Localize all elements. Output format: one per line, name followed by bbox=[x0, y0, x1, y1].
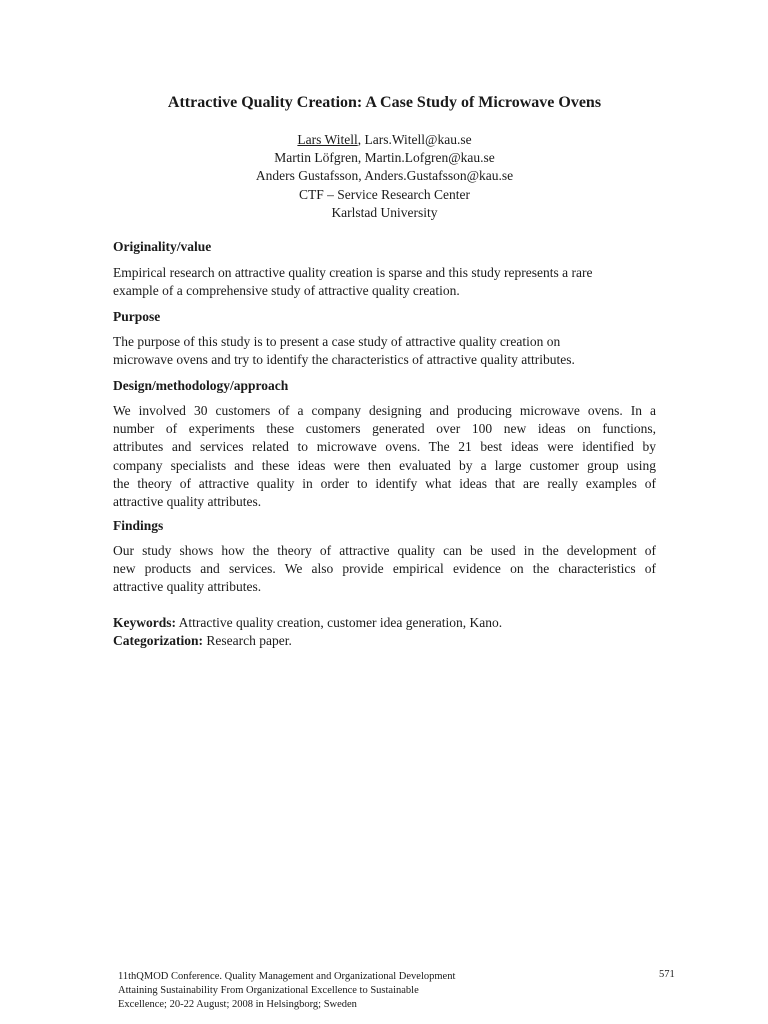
author-block bbox=[113, 131, 656, 222]
section-heading-purpose: Purpose bbox=[113, 309, 161, 324]
author-line-1 bbox=[113, 131, 656, 149]
author-line-2: Martin Löfgren, Martin.Lofgren@kau.se bbox=[274, 150, 495, 166]
keywords-label: Keywords: bbox=[113, 615, 176, 630]
body-line: attributes and services related to microwave ovens. The 21 best ideas were identified by bbox=[113, 439, 656, 455]
body-line: new products and services. We also provide empirical evidence on the characteristics of bbox=[113, 561, 656, 577]
footer-line-1: 11thQMOD Conference. Quality Management and Organizational Development bbox=[118, 971, 456, 982]
categorization-value: Research paper. bbox=[202, 633, 292, 648]
section-body-findings bbox=[113, 542, 656, 597]
footer-line-3: Excellence; 20-22 August; 2008 in Helsingborg; Sweden bbox=[118, 999, 357, 1011]
body-line: attractive quality attributes. bbox=[113, 494, 262, 510]
section-body-purpose bbox=[113, 333, 656, 369]
section-body-design bbox=[113, 402, 656, 511]
footer-line-2: Attaining Sustainability From Organizational Excellence to Sustainable bbox=[118, 985, 419, 997]
body-line: example of a comprehensive study of attractive quality creation. bbox=[113, 283, 460, 299]
body-line: number of experiments these customers generated over 100 new ideas on functions, bbox=[113, 421, 656, 437]
affiliation-university: Karlstad University bbox=[331, 204, 438, 220]
conference-footer bbox=[118, 970, 455, 1013]
paper-title: Attractive Quality Creation: A Case Study of Microwave Ovens bbox=[167, 94, 602, 111]
section-heading-design: Design/methodology/approach bbox=[113, 378, 289, 393]
categorization-label: Categorization: bbox=[113, 633, 203, 648]
author-email-lars-witell: , Lars.Witell@kau.se bbox=[357, 132, 472, 147]
section-body-originality bbox=[113, 264, 656, 300]
section-heading-findings: Findings bbox=[113, 518, 164, 533]
body-line: microwave ovens and try to identify the characteristics of attractive quality attributes. bbox=[113, 352, 575, 368]
body-line: The purpose of this study is to present a case study of attractive quality creation on bbox=[113, 334, 561, 349]
body-line: We involved 30 customers of a company designing and producing microwave ovens. In a bbox=[113, 403, 656, 418]
author-line-3: Anders Gustafsson, Anders.Gustafsson@kau.se bbox=[255, 168, 514, 184]
body-line: the theory of attractive quality in order to identify what ideas that are really examples of bbox=[113, 475, 656, 491]
author-name-lars-witell: Lars Witell bbox=[297, 132, 358, 147]
body-line: Our study shows how the theory of attractive quality can be used in the development of bbox=[113, 543, 656, 558]
affiliation-center: CTF – Service Research Center bbox=[299, 186, 470, 202]
section-heading-originality: Originality/value bbox=[113, 239, 212, 254]
keywords-line bbox=[113, 614, 502, 632]
body-line: attractive quality attributes. bbox=[113, 579, 262, 595]
body-line: company specialists and these ideas were then evaluated by a large customer group using bbox=[113, 457, 656, 473]
page-number: 571 bbox=[659, 969, 675, 980]
categorization-line bbox=[113, 632, 292, 650]
keywords-value: Attractive quality creation, customer idea generation, Kano. bbox=[176, 615, 503, 630]
body-line: Empirical research on attractive quality creation is sparse and this study represents a rare bbox=[113, 265, 593, 280]
